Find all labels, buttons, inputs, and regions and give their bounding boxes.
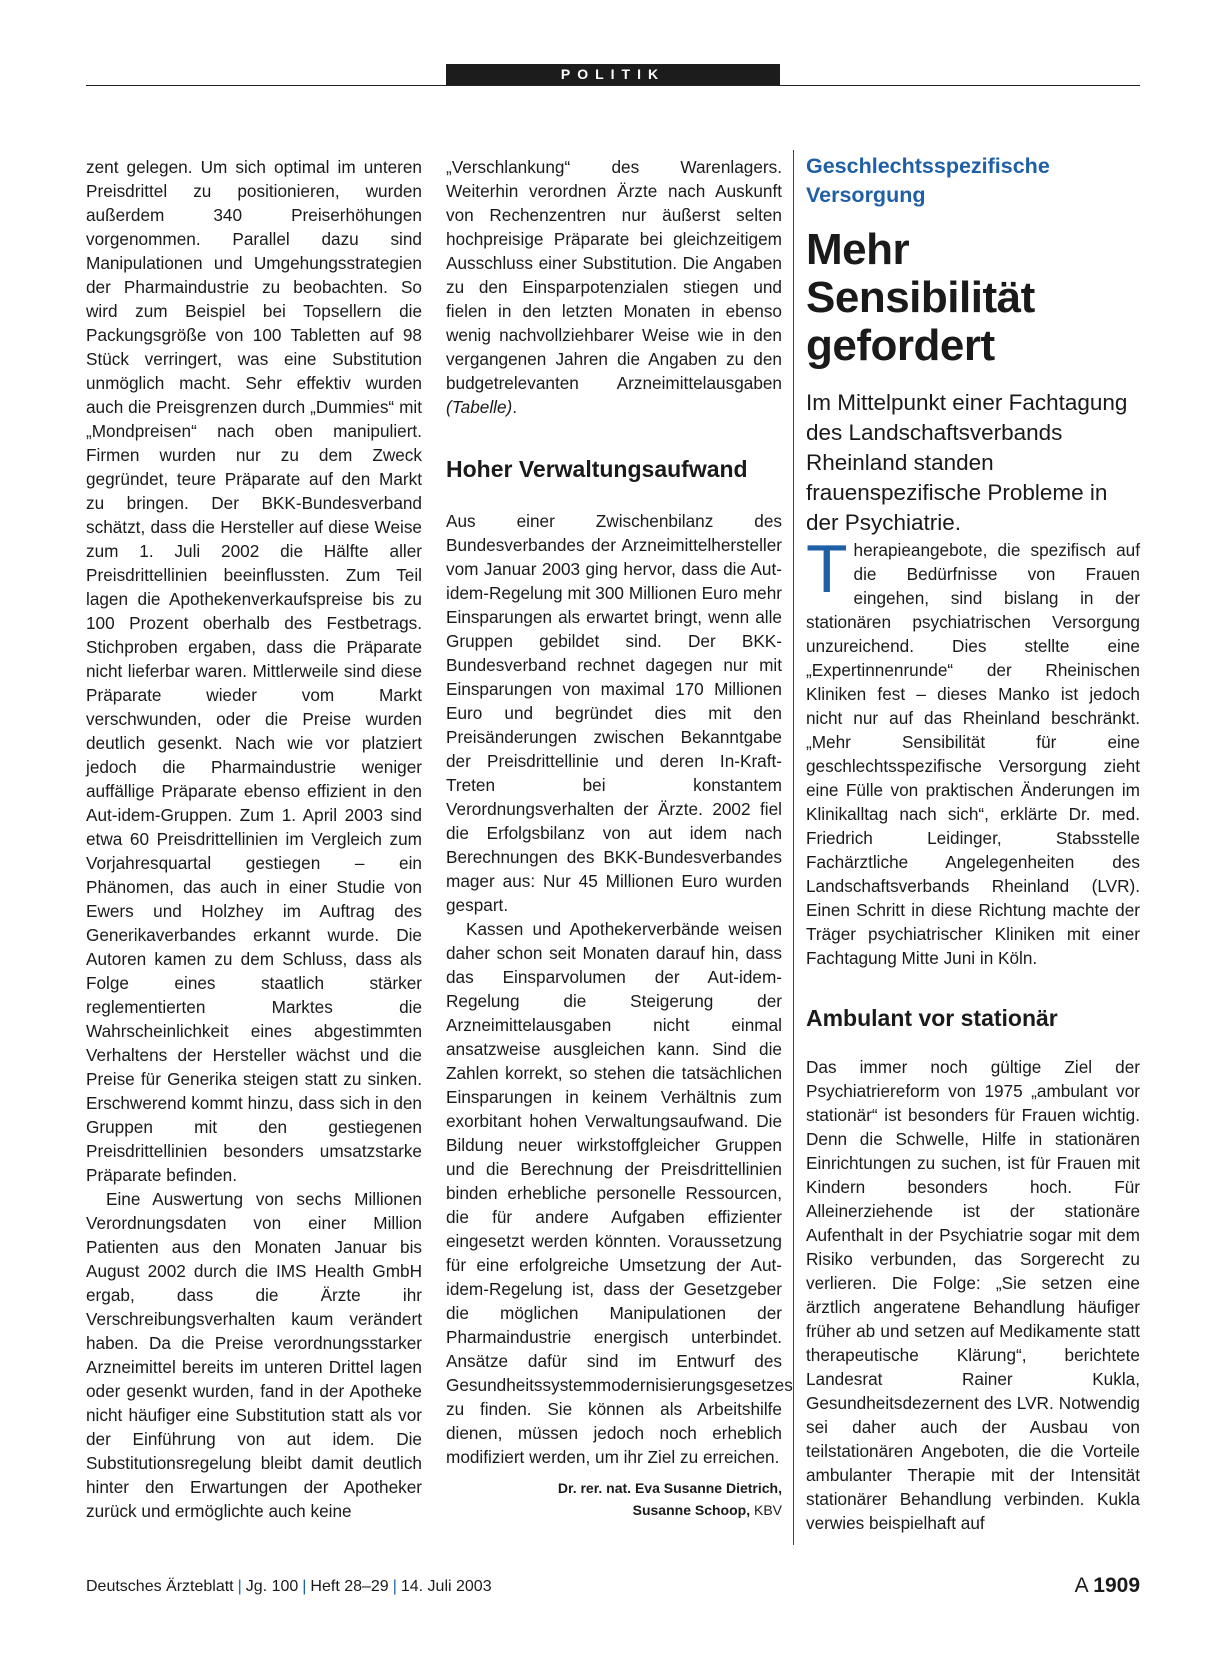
author-name: Dr. rer. nat. Eva Susanne Dietrich, [557, 1480, 782, 1496]
article-column-1 [86, 155, 422, 1523]
paragraph: Aus einer Zwischenbilanz des Bundesverbandes der Arzneimittelhersteller vom Januar 2003 ging hervor, dass die Aut-idem-Regelung mit 300 Millionen Euro mehr Einsparungen als erwartet bringt, wenn alle Gruppen gebildet sind. Der BKK-Bundesverband rechnet dagegen nur mit Einsparungen von maximal 170 Millionen Euro und begründet dies mit den Preisänderungen zwischen Bekanntgabe der Preisdrittellinie und deren In-Kraft-Treten bei konstantem Verordnungsverhalten der Ärzte. 2002 fiel die Erfolgsbilanz von aut idem nach Berechnungen des BKK-Bundesverbandes mager aus: Nur 45 Millionen Euro wurden gespart. [446, 511, 782, 915]
paragraph [806, 531, 1140, 970]
author-name: Susanne Schoop, [632, 1502, 751, 1518]
drop-cap: T [806, 531, 848, 607]
footer-separator: | [392, 1578, 397, 1595]
page-footer [86, 1574, 1140, 1597]
footer-separator: | [237, 1578, 242, 1595]
paragraph [446, 155, 782, 419]
page-number [1075, 1574, 1140, 1598]
author-credit [446, 1477, 782, 1521]
page-number-value: 1909 [1093, 1574, 1140, 1597]
table-reference: (Tabelle) [446, 397, 513, 417]
article-column-3 [806, 152, 1140, 1535]
subheading: Hoher Verwaltungsaufwand [446, 456, 748, 482]
column-divider [793, 150, 794, 1545]
issue-date: 14. Juli 2003 [400, 1578, 492, 1595]
paragraph-text: herapieangebote, die spezifisch auf die Bedürfnisse von Frauen eingehen, sind bislang in der stationären psychiatrischen Versorgung unzureichend. Dies stellte eine „Expertinnenrunde“ der Rheinischen Kliniken fest – dieses Manko ist jedoch nicht nur auf das Rheinland beschränkt. „Mehr Sensibilität für eine geschlechtsspezifische Versorgung zieht eine Fülle von praktischen Änderungen im Klinikalltag nach sich“, erklärte Dr. med. Friedrich Leidinger, Stabsstelle Fachärztliche Angelegenheiten des Landschaftsverbands Rheinland (LVR). Einen Schritt in diese Richtung machte der Träger psychiatrischer Kliniken mit einer Fachtagung Mitte Juni in Köln. [806, 540, 1140, 968]
article-lead: Im Mittelpunkt einer Fachtagung des Landschaftsverbands Rheinland standen frauenspezifische Probleme in der Psychiatrie. [806, 390, 1128, 535]
paragraph: Eine Auswertung von sechs Millionen Verordnungsdaten von einer Million Patienten aus den Monaten Januar bis August 2002 durch die IMS Health GmbH ergab, dass die Ärzte ihr Verschreibungsverhalten kaum verändert haben. Da die Preise verordnungsstarker Arzneimittel bereits im unteren Drittel lagen oder gesenkt wurden, fand in der Apotheke nicht häufiger eine Substitution statt als vor der Einführung von aut idem. Die Substitutionsregelung bleibt damit deutlich hinter den Erwartungen der Apotheker zurück und ermöglichte auch keine [86, 1189, 422, 1521]
journal-volume: Jg. 100 [245, 1578, 299, 1595]
article-kicker: Geschlechtsspezifische Versorgung [806, 154, 1050, 207]
subheading: Ambulant vor stationär [806, 1005, 1058, 1031]
paragraph-end: . [512, 397, 518, 417]
journal-issue: Heft 28–29 [310, 1578, 389, 1595]
paragraph-text: „Verschlankung“ des Warenlagers. Weiterhin verordnen Ärzte nach Auskunft von Rechenzentren nur äußerst selten hochpreisige Präparate bei gleichzeitigem Ausschluss einer Substitution. Die Angaben zu den Einsparpotenzialen stiegen und fielen in den letzten Monaten in ebenso wenig nachvollziehbarer Weise wie in den vergangenen Jahren die Angaben zu den budgetrelevanten Arzneimittelausgaben [446, 157, 782, 393]
page-prefix: A [1074, 1574, 1088, 1597]
article-column-2 [446, 155, 793, 1521]
author-org: KBV [750, 1502, 782, 1518]
journal-name: Deutsches Ärzteblatt [86, 1578, 234, 1595]
footer-separator: | [302, 1578, 307, 1595]
header-rule [86, 85, 1140, 86]
paragraph: Kassen und Apothekerverbände weisen daher schon seit Monaten darauf hin, dass das Einsparvolumen der Aut-idem-Regelung die Steigerung der Arzneimittelausgaben nicht einmal ansatzweise ausgleichen kann. Sind die Zahlen korrekt, so stehen die tatsächlichen Einsparungen in keinem Verhältnis zum exorbitant hohen Verwaltungsaufwand. Die Bildung neuer wirkstoffgleicher Gruppen und die Berechnung der Preisdrittellinien binden erhebliche personelle Ressourcen, die für andere Aufgaben effizienter eingesetzt werden könnten. Voraussetzung für eine erfolgreiche Umsetzung der Aut-idem-Regelung ist, dass der Gesetzgeber die möglichen Manipulationen der Pharmaindustrie energisch unterbindet. Ansätze dafür sind im Entwurf des Gesundheitssystemmodernisierungsgesetzes zu finden. Sie können als Arbeitshilfe dienen, müssen jedoch noch erheblich modifiziert werden, um ihr Ziel zu erreichen. [446, 919, 793, 1467]
article-headline: Mehr Sensibilität gefordert [806, 225, 1035, 370]
paragraph: zent gelegen. Um sich optimal im unteren Preisdrittel zu positionieren, wurden außerdem 340 Preiserhöhungen vorgenommen. Parallel dazu sind Manipulationen und Umgehungsstrategien der Pharmaindustrie zu beobachten. So wird zum Beispiel bei Topsellern die Packungsgröße von 100 Tabletten auf 98 Stück verringert, was eine Substitution unmöglich macht. Sehr effektiv wurden auch die Preisgrenzen durch „Dummies“ mit „Mondpreisen“ nach oben manipuliert. Firmen wurden nur zu dem Zweck gegründet, teure Präparate auf den Markt zu bringen. Der BKK-Bundesverband schätzt, dass die Hersteller auf diese Weise zum 1. Juli 2002 die Hälfte aller Preisdrittellinien beeinflussten. Zum Teil lagen die Apothekenverkaufspreise bis zu 100 Prozent oberhalb des Festbetrags. Stichproben ergaben, dass die Präparate nicht lieferbar waren. Mittlerweile sind diese Präparate wieder vom Markt verschwunden, oder die Preise wurden deutlich gesenkt. Nach wie vor platziert jedoch die Pharmaindustrie weniger auffällige Präparate ebenso effizient in den Aut-idem-Gruppen. Zum 1. April 2003 sind etwa 60 Preisdrittellinien im Vergleich zum Vorjahresquartal gestiegen – ein Phänomen, das auch in einer Studie von Ewers und Holzhey im Auftrag des Generikaverbandes erkannt wurde. Die Autoren kamen zu dem Schluss, dass als Folge eines staatlich stärker reglementierten Marktes die Wahrscheinlichkeit eines abgestimmten Verhaltens der Hersteller wächst und die Preise für Generika steigen statt zu sinken. Erschwerend kommt hinzu, dass sich in den Gruppen mit den gestiegenen Preisdrittellinien besonders umsatzstarke Präparate befinden. [86, 157, 422, 1185]
paragraph: Das immer noch gültige Ziel der Psychiatriereform von 1975 „ambulant vor stationär“ ist besonders für Frauen wichtig. Denn die Schwelle, Hilfe in stationären Einrichtungen zu suchen, ist für Frauen mit Kindern besonders hoch. Für Alleinerziehende ist der stationäre Aufenthalt in der Psychiatrie sogar mit dem Risiko verbunden, das Sorgerecht zu verlieren. Die Folge: „Sie setzen eine ärztlich angeratene Behandlung häufiger früher ab und setzen auf Medikamente statt therapeutische Klärung“, berichtete Landesrat Rainer Kukla, Gesundheitsdezernent des LVR. Notwendig sei daher auch der Ausbau von teilstationären Angeboten, die die Vorteile ambulanter Therapie mit der Intensität stationärer Behandlung verbinden. Kukla verwies beispielhaft auf [806, 1057, 1140, 1533]
section-label: POLITIK [446, 64, 780, 85]
